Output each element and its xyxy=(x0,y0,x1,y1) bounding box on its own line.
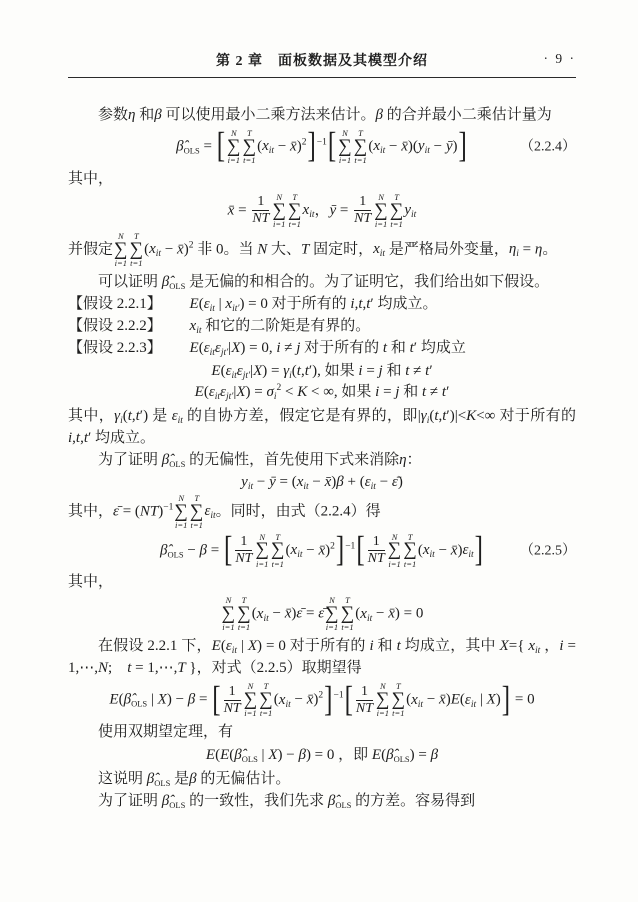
page-header xyxy=(68,50,576,78)
paragraph-intro: 参数η 和β 可以使用最小二乘方法来估计。β 的合并最小二乘估计量为 xyxy=(98,107,552,123)
assumption-2-2-3-line3: $E(\varepsilon_{it}\varepsilon_{jt'}|X) = \sigma_i^2 < K$ < ∞, 如果 i = j 和 t ≠ t′ xyxy=(194,383,450,403)
chapter-title: 第 2 章 面板数据及其模型介绍 xyxy=(216,54,428,69)
equation-2-2-5 xyxy=(68,529,576,569)
paragraph-where-2: 其中， xyxy=(68,574,114,591)
equation-means: x̄ = $\frac{1}{NT}$ N ∑ i=1 T ∑ t=1 $x_{it}$，ȳ = $\frac{1}{NT}$ N ∑ i=1 T ∑ t=1 $y_{it}$ xyxy=(227,191,417,229)
assumption-2-2-1 xyxy=(68,293,576,315)
assumption-2-2-3 xyxy=(68,337,576,359)
assumption-2-2-3-label: 【假设 2.2.3】 xyxy=(68,339,162,356)
paragraph-unbiased-claim: 可以证明 $\betâ_{OLS}$ 是无偏的和相合的。为了证明它，我们给出如下假设。 xyxy=(98,273,550,291)
paragraph-under-assumption: 在假设 2.2.1 下，$E(\varepsilon_{it}$ | X) = 0 对于所有的 i 和 t 均成立，其中 X={ $x_{it}$ ，i = 1,⋯,N; t = 1,⋯,T }，对式（2.2.5）取期望得 xyxy=(68,638,576,677)
paragraph-autocovariance: 其中，$\gamma_i(t,t')$ 是 $\varepsilon_{it}$ 的自协方差，假定它是有界的，即$|\gamma_i(t,t')|<K<\infty$ 对于所有的 i,t,t′ 均成立。 xyxy=(68,408,576,447)
paragraph-consistency-intro: 为了证明 $\betâ_{OLS}$ 的一致性，我们先求 $\betâ_{OLS}$ 的方差。容易得到 xyxy=(98,792,476,810)
assumption-2-2-3-line2: $E(\varepsilon_{it}\varepsilon_{jt'}|X) = \gamma_i(t,t')$, 如果 i = j 和 t ≠ t′ xyxy=(211,362,433,381)
paragraph-unbiased-conclusion: 这说明 $\betâ_{OLS}$ 是β 的无偏估计。 xyxy=(98,770,291,788)
equation-demeaned: $y_{it}$ − ȳ = ($x_{it}$ − x̄)β + ($\varepsilon_{it}$ − ε̄) xyxy=(241,474,403,493)
paragraph-lie-theorem: 使用双期望定理，有 xyxy=(98,724,234,741)
paragraph-epsilon-bar: 其中，ε̄ = (NT)$^{-1}$ N ∑ i=1 T ∑ t=1 $\varepsilon_{it}$。同时，由式（2.2.4）得 xyxy=(68,492,381,530)
assumption-2-2-2-body: $x_{it}$ 和它的二阶矩是有界的。 xyxy=(189,317,371,336)
assumption-2-2-1-label: 【假设 2.2.1】 xyxy=(68,295,162,312)
equation-unbiasedness: $E(E(\betâ_{OLS}$ | X) − β) = 0 ，即 $E(\betâ_{OLS}) = \beta$ xyxy=(205,747,439,765)
equation-2-2-5-tag: （2.2.5） xyxy=(520,542,576,558)
page-body xyxy=(68,104,576,812)
equation-sum-zero: N ∑ i=1 T ∑ t=1 ($x_{it}$ − x̄)ε̄ = ε̄ N ∑ i=1 T ∑ t=1 ($x_{it}$ − x̄) = 0 xyxy=(221,595,424,633)
equation-2-2-4-tag: （2.2.4） xyxy=(520,139,576,155)
equation-conditional-expectation: $E(\betâ_{OLS}$ | X) − β = [ $\frac{1}{NT}$ N ∑ i=1 T ∑ t=1 ($x_{it}$ − x̄)$^2$]$^{-1}$[ $\frac{1}{NT}$ N ∑ i=1 T ∑ t=1 ($x_{it}$ − $x̄)E(\varepsilon_{it}$ | X)] = 0 xyxy=(109,679,535,719)
page-number: · 9 · xyxy=(543,51,576,66)
paragraph-where-1: 其中， xyxy=(68,170,114,187)
equation-2-2-4-body: $\betâ_{OLS}$ = [ N ∑ i=1 T ∑ t=1 ($x_{it}$ − x̄)$^2$]$^{-1}$[ N ∑ i=1 T ∑ t=1 ($x_{it}$ − $x̄)(y_{it}$ − ȳ)] xyxy=(176,126,467,166)
assumption-2-2-2 xyxy=(68,315,576,337)
assumption-2-2-3-body: $E(\varepsilon_{it}\varepsilon_{jt'}|X) = 0$, i ≠ j 对于所有的 t 和 t′ 均成立 xyxy=(189,339,466,358)
paragraph-assume-nonzero: 并假定 N ∑ i=1 T ∑ t=1 ($x_{it}$ − x̄)$^2$ 非 0。当 N 大、T 固定时，$x_{it}$ 是严格局外变量，$\eta_i = \eta$。 xyxy=(68,230,558,268)
assumption-2-2-1-body: $E(\varepsilon_{it}$ | $x_{it'}) = 0$ 对于所有的 i,t,t′ 均成立。 xyxy=(189,295,438,314)
assumption-2-2-2-label: 【假设 2.2.2】 xyxy=(68,317,162,334)
equation-2-2-5-body: $\betâ_{OLS} - \beta$ = [ $\frac{1}{NT}$ N ∑ i=1 T ∑ t=1 ($x_{it}$ − x̄)$^2$]$^{-1}$[ $\frac{1}{NT}$ N ∑ i=1 T ∑ t=1 ($x_{it}$ − $x̄)\varepsilon_{it}$] xyxy=(160,529,483,569)
paragraph-eliminate-eta: 为了证明 $\betâ_{OLS}$ 的无偏性，首先使用下式来消除η： xyxy=(98,452,422,470)
equation-2-2-4 xyxy=(68,126,576,166)
